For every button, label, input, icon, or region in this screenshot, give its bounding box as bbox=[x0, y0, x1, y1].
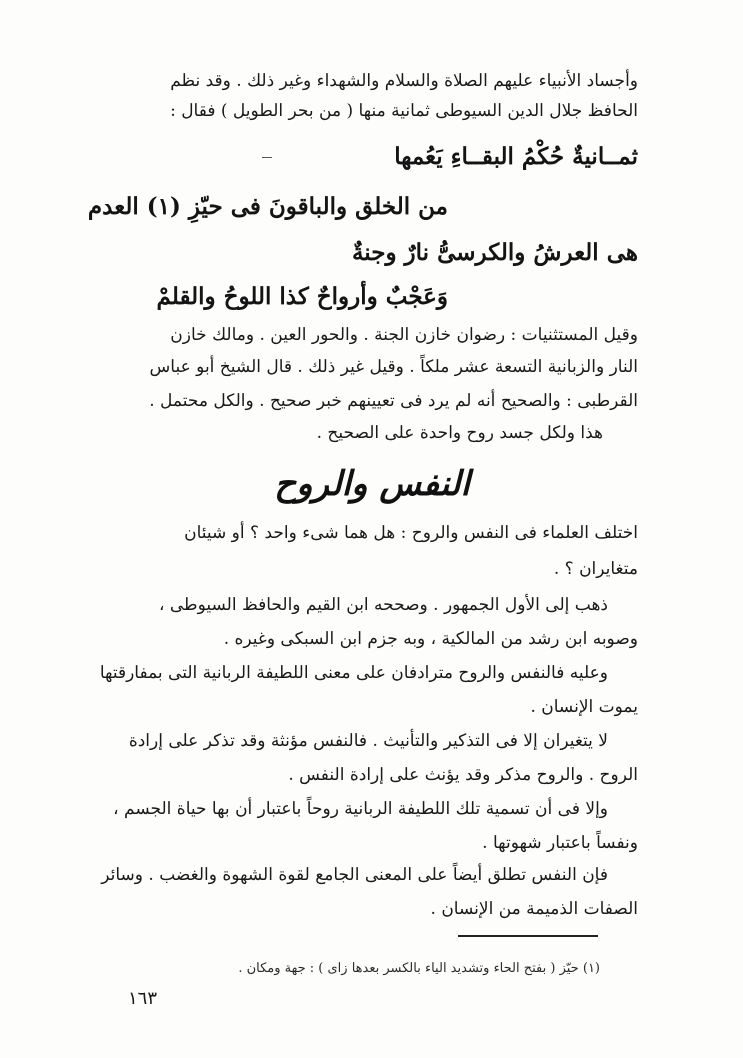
page-number: ١٦٣ bbox=[128, 988, 158, 1009]
paragraph-line: القرطبى : والصحيح أنه لم يرد فى تعيينهم خبر صحيح . والكل محتمل . bbox=[149, 391, 638, 411]
paragraph-line: وقيل المستثنيات : رضوان خازن الجنة . والحور العين . ومالك خازن bbox=[170, 325, 638, 345]
paragraph-line: وأجساد الأنبياء عليهم الصلاة والسلام والشهداء وغير ذلك . وقد نظم bbox=[170, 71, 638, 91]
paragraph-line: النار والزبانية التسعة عشر ملكاً . وقيل غير ذلك . قال الشيخ أبو عباس bbox=[149, 357, 638, 377]
footnote-divider bbox=[458, 935, 598, 937]
paragraph-line: الحافظ جلال الدين السيوطى ثمانية منها ( من بحر الطويل ) فقال : bbox=[170, 101, 638, 121]
paragraph-line: وإلا فى أن تسمية تلك اللطيفة الربانية روحاً باعتبار أن بها حياة الجسم ، bbox=[113, 799, 608, 819]
footnote: (١) حيّز ( بفتح الحاء وتشديد الياء بالكسر بعدها زاى ) : جهة ومكان . bbox=[238, 961, 600, 976]
divider-mark bbox=[262, 157, 272, 158]
poem-verse-3: هى العرشُ والكرسىُّ نارٌ وجنةٌ bbox=[351, 239, 638, 266]
paragraph-line: لا يتغيران إلا فى التذكير والتأنيث . فالنفس مؤنثة وقد تذكر على إرادة bbox=[128, 731, 608, 751]
paragraph-line: اختلف العلماء فى النفس والروح : هل هما شىء واحد ؟ أو شيئان bbox=[184, 523, 638, 543]
paragraph-line: الروح . والروح مذكر وقد يؤنث على إرادة النفس . bbox=[288, 765, 638, 785]
poem-verse-1: ثمــانيةٌ حُكْمُ البقــاءِ يَعُمها bbox=[394, 143, 638, 170]
poem-verse-2: من الخلق والباقونَ فى حيّزِ (١) العدم bbox=[87, 193, 448, 220]
paragraph-line: متغايران ؟ . bbox=[553, 559, 638, 579]
paragraph-line: ونفساً باعتبار شهوتها . bbox=[482, 833, 638, 853]
paragraph-line: فإن النفس تطلق أيضاً على المعنى الجامع لقوة الشهوة والغضب . وسائر bbox=[101, 865, 608, 885]
paragraph-line: وعليه فالنفس والروح مترادفان على معنى اللطيفة الربانية التى بمفارقتها bbox=[99, 663, 608, 683]
paragraph-line: ذهب إلى الأول الجمهور . وصححه ابن القيم والحافظ السيوطى ، bbox=[159, 595, 608, 615]
section-heading: النفس والروح bbox=[274, 464, 470, 504]
paragraph-line: يموت الإنسان . bbox=[530, 697, 638, 717]
paragraph-line: الصفات الذميمة من الإنسان . bbox=[430, 899, 638, 919]
poem-verse-4: وَعَجْبٌ وأرواحٌ كذا اللوحُ والقلمْ bbox=[156, 283, 448, 310]
paragraph-line: هذا ولكل جسد روح واحدة على الصحيح . bbox=[316, 423, 603, 443]
paragraph-line: وصوبه ابن رشد من المالكية ، وبه جزم ابن السبكى وغيره . bbox=[223, 629, 638, 649]
